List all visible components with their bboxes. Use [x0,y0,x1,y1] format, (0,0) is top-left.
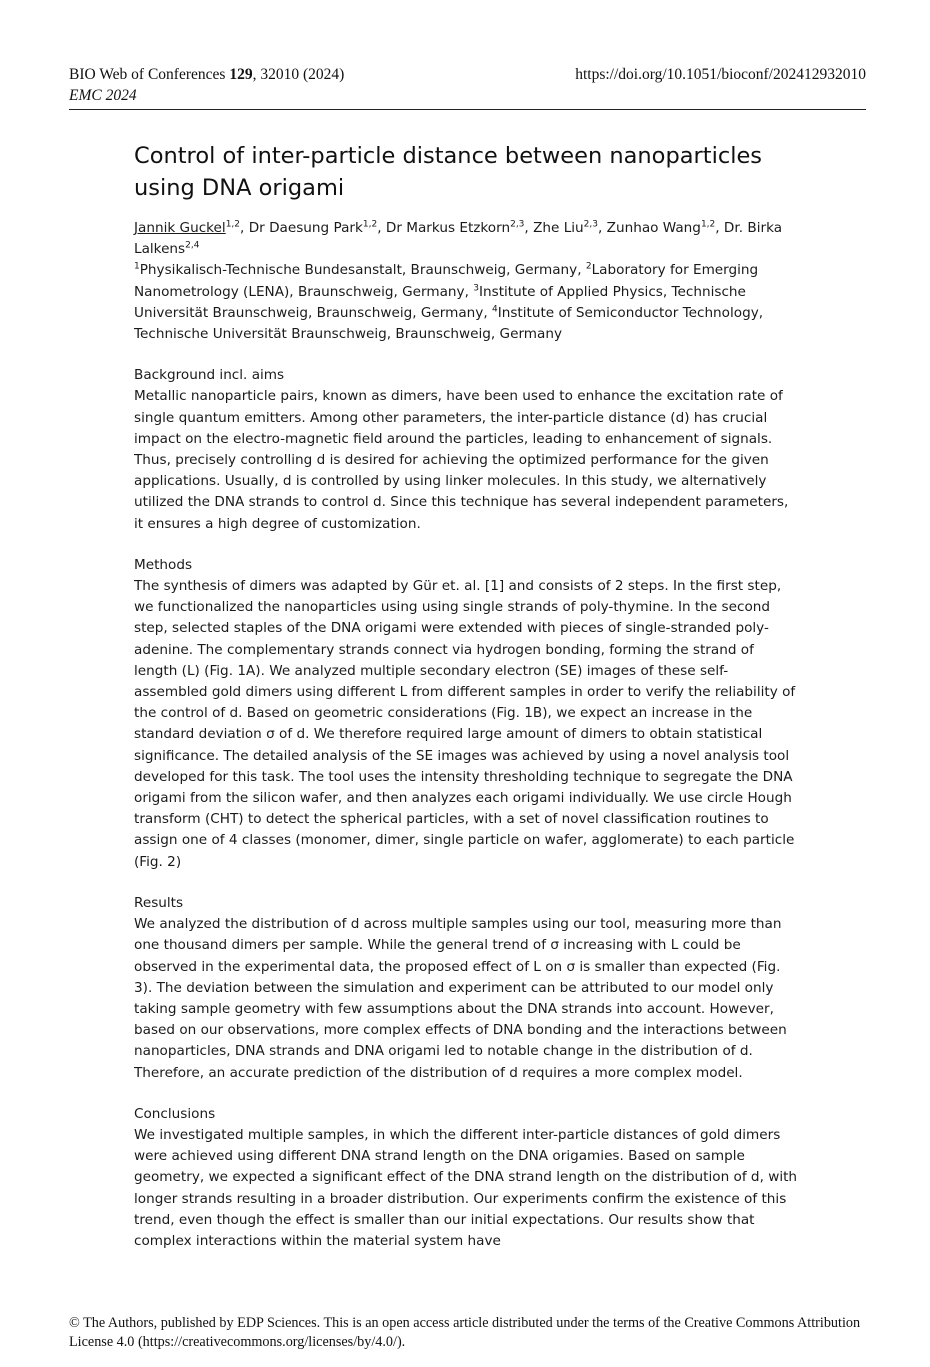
author-affil-sup: 2,3 [510,219,525,230]
section-results [134,893,800,1084]
affiliation-list [134,260,800,345]
author-affil-sup: 2,3 [583,219,598,230]
journal-issue: , 32010 (2024) [252,66,345,83]
section-paragraph: We investigated multiple samples, in which the different inter-particle distances of gold dimers were achieved using different DNA strand length on the DNA origamies. Based on sample geometry, we expected a significant effect of the DNA strand length on the distribution of d, with longer strands resulting in a broader distribution. Our experiments confirm the existence of this trend, even though the effect is smaller than our initial expectations. Our results show that complex interactions within the material system have [134,1126,798,1249]
author-name: Zhe Liu [533,220,584,236]
journal-volume: 129 [229,66,253,83]
affil-sup: 1 [134,261,140,272]
section-paragraph: Metallic nanoparticle pairs, known as dimers, have been used to enhance the excitation rate of single quantum emitters. Among other parameters, the inter-particle distance (d) has crucial impact on the electro-magnetic field around the particles, leading to enhancement of signals. Thus, precisely controlling d is desired for achieving the optimized performance for the given applications. Usually, d is controlled by using linker molecules. In this study, we alternatively utilized the DNA strands to control d. Since this technique has several independent parameters, it ensures a high degree of customization. [134,388,789,532]
license-footer: © The Authors, published by EDP Sciences. This is an open access article distributed under the terms of the Creative Commons Attribution License 4.0 (https://creativecommons.org/licenses/by/4.0/). [69,1315,861,1350]
affiliation: Institute of Applied Physics, Technische Universität Braunschweig, Braunschweig, Germany, [134,283,746,321]
author-affil-sup: 1,2 [700,219,716,230]
author-sep: , [598,220,607,236]
journal-citation [69,64,344,85]
section-paragraph: The synthesis of dimers was adapted by Gür et. al. [1] and consists of 2 steps. In the first step, we functionalized the nanoparticles using using single strands of poly-thymine. In the second step, selected staples of the DNA origami were extended with pieces of single-stranded poly-adenine. The complementary strands connect via hydrogen bonding, forming the strand of length (L) (Fig. 1A). We analyzed multiple secondary electron (SE) images of these self-assembled gold dimers using different L from different samples in order to verify the reliability of the control of d. Based on geometric considerations (Fig. 1B), we expect an increase in the standard deviation σ of d. We therefore required large amount of dimers to obtain statistical significance. The detailed analysis of the SE images was achieved by using a novel analysis tool developed for this task. The tool uses the intensity thresholding technique to segregate the DNA origami from the silicon wafer, and then analyzes each origami individually. We use circle Hough transform (CHT) to detect the spherical particles, with a set of novel classification routines to assign one of 4 classes (monomer, dimer, single particle on wafer, agglomerate) to each particle (Fig. 2) [134,578,796,870]
conference-name: EMC 2024 [69,87,137,104]
author-list [134,218,800,260]
affil-sup: 3 [473,283,479,294]
affil-sup: 4 [491,304,498,315]
article-title: Control of inter-particle distance between nanoparticles using DNA origami [134,143,763,201]
author-affil-sup: 2,4 [185,240,200,251]
author-sep: , [377,220,386,236]
section-methods [134,555,800,873]
section-heading: Background incl. aims [134,367,285,384]
section-paragraph: We analyzed the distribution of d across multiple samples using our tool, measuring more than one thousand dimers per sample. While the general trend of σ increasing with L could be observed in the experimental data, the proposed effect of L on σ is smaller than expected (Fig. 3). The deviation between the simulation and experiment can be attributed to our model only taking sample geometry with few assumptions about the DNA strands into account. However, based on our observations, more complex effects of DNA bonding and the interactions between nanoparticles, DNA strands and DNA origami led to notable change in the distribution of d. Therefore, an accurate prediction of the distribution of d requires a more complex model. [134,916,787,1081]
section-background [134,365,800,535]
section-conclusions [134,1104,800,1252]
page-header [69,64,866,110]
journal-name: BIO Web of Conferences [69,66,230,83]
author-sep: , [240,220,249,236]
section-heading: Methods [134,556,193,573]
affiliation: Laboratory for Emerging Nanometrology (LENA), Braunschweig, Germany, [134,262,759,300]
affiliation: Physikalisch-Technische Bundesanstalt, Braunschweig, Germany, [139,262,586,279]
affil-sup: 2 [585,261,592,272]
author-name: Dr. Birka Lalkens [134,220,783,258]
author-sep: , [524,220,534,236]
section-heading: Conclusions [134,1105,216,1122]
author-name: Jannik Guckel [134,220,226,236]
author-affil-sup: 1,2 [225,219,241,230]
author-name: Dr Daesung Park [248,220,363,236]
section-heading: Results [134,894,184,911]
doi-link[interactable]: https://doi.org/10.1051/bioconf/202412932010 [575,66,866,83]
author-sep: , [715,220,724,236]
header-row [69,64,866,85]
affiliation: Institute of Semiconductor Technology, Technische Universität Braunschweig, Braunschweig, Germany [134,304,764,343]
author-name: Dr Markus Etzkorn [385,220,511,236]
author-name: Zunhao Wang [606,220,701,236]
article-body [134,140,800,1272]
author-affil-sup: 1,2 [362,219,378,230]
